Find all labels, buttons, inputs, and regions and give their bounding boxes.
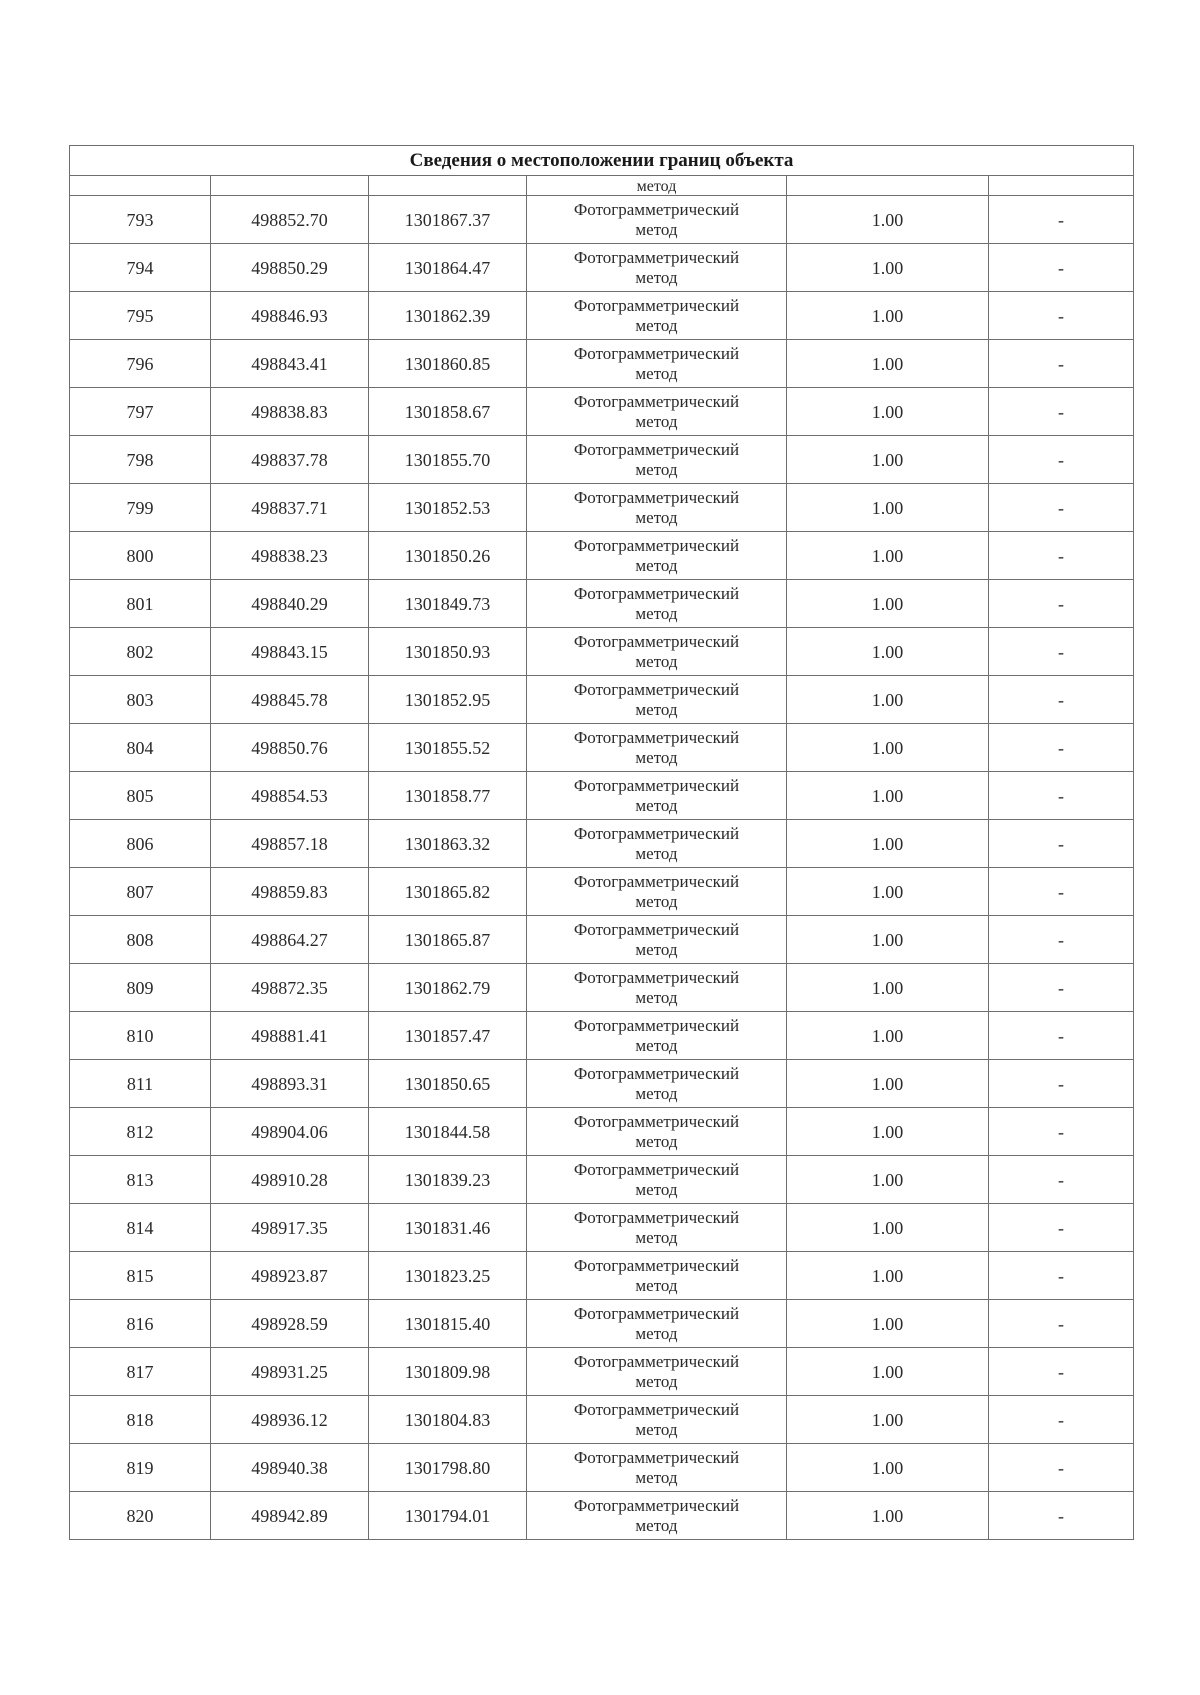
accuracy-cell: 1.00 [787, 1396, 989, 1444]
table-row [70, 1060, 1134, 1108]
table-body [70, 146, 1134, 1540]
method-cell [527, 916, 787, 964]
x-coordinate-cell: 498931.25 [211, 1348, 369, 1396]
x-coordinate-cell: 498940.38 [211, 1444, 369, 1492]
table-row [70, 724, 1134, 772]
point-number-cell: 809 [70, 964, 211, 1012]
table-row [70, 436, 1134, 484]
method-line-1: Фотограмметрический [573, 1159, 740, 1179]
method-line-1: Фотограмметрический [573, 679, 740, 699]
method-line-2: метод [635, 363, 678, 383]
table-row [70, 340, 1134, 388]
table-row [70, 580, 1134, 628]
method-line-1: Фотограмметрический [573, 1303, 740, 1323]
y-coordinate-cell: 1301798.80 [369, 1444, 527, 1492]
note-cell: - [989, 1252, 1134, 1300]
point-number-cell: 799 [70, 484, 211, 532]
method-line-2: метод [635, 507, 678, 527]
x-coordinate-cell: 498837.78 [211, 436, 369, 484]
point-number-cell: 797 [70, 388, 211, 436]
accuracy-cell: 1.00 [787, 196, 989, 244]
accuracy-cell: 1.00 [787, 724, 989, 772]
table-row [70, 820, 1134, 868]
accuracy-cell: 1.00 [787, 580, 989, 628]
note-cell: - [989, 1204, 1134, 1252]
note-cell: - [989, 1156, 1134, 1204]
x-coordinate-cell: 498837.71 [211, 484, 369, 532]
table-row [70, 916, 1134, 964]
point-number-cell: 795 [70, 292, 211, 340]
method-cell [527, 1300, 787, 1348]
method-line-1: Фотограмметрический [573, 487, 740, 507]
method-line-1: Фотограмметрический [573, 583, 740, 603]
note-cell: - [989, 724, 1134, 772]
y-coordinate-cell: 1301858.67 [369, 388, 527, 436]
table-row [70, 1012, 1134, 1060]
boundary-coordinates-table [69, 145, 1134, 1540]
method-cell [527, 196, 787, 244]
method-cell [527, 820, 787, 868]
method-line-1: Фотограмметрический [573, 1495, 740, 1515]
x-coordinate-cell: 498843.41 [211, 340, 369, 388]
point-number-cell: 798 [70, 436, 211, 484]
y-coordinate-cell: 1301855.52 [369, 724, 527, 772]
y-coordinate-cell: 1301867.37 [369, 196, 527, 244]
method-line-2: метод [635, 1515, 678, 1535]
y-coordinate-cell: 1301850.26 [369, 532, 527, 580]
method-line-1: Фотограмметрический [573, 1255, 740, 1275]
table-row [70, 1492, 1134, 1540]
continuation-cell-accuracy [787, 176, 989, 196]
table-row [70, 1348, 1134, 1396]
point-number-cell: 802 [70, 628, 211, 676]
x-coordinate-cell: 498843.15 [211, 628, 369, 676]
accuracy-cell: 1.00 [787, 484, 989, 532]
method-line-2: метод [635, 1323, 678, 1343]
method-line-2: метод [635, 1419, 678, 1439]
accuracy-cell: 1.00 [787, 532, 989, 580]
method-line-1: Фотограмметрический [573, 631, 740, 651]
accuracy-cell: 1.00 [787, 964, 989, 1012]
x-coordinate-cell: 498846.93 [211, 292, 369, 340]
method-line-1: Фотограмметрический [573, 343, 740, 363]
note-cell: - [989, 1348, 1134, 1396]
method-line-2: метод [635, 651, 678, 671]
y-coordinate-cell: 1301839.23 [369, 1156, 527, 1204]
method-line-1: Фотограмметрический [573, 1351, 740, 1371]
method-line-2: метод [635, 1083, 678, 1103]
point-number-cell: 817 [70, 1348, 211, 1396]
method-line-2: метод [635, 1371, 678, 1391]
point-number-cell: 808 [70, 916, 211, 964]
y-coordinate-cell: 1301852.53 [369, 484, 527, 532]
method-line-1: Фотограмметрический [573, 535, 740, 555]
y-coordinate-cell: 1301857.47 [369, 1012, 527, 1060]
accuracy-cell: 1.00 [787, 772, 989, 820]
method-line-1: Фотограмметрический [573, 1063, 740, 1083]
note-cell: - [989, 676, 1134, 724]
note-cell: - [989, 484, 1134, 532]
y-coordinate-cell: 1301862.79 [369, 964, 527, 1012]
continuation-cell-x [211, 176, 369, 196]
x-coordinate-cell: 498854.53 [211, 772, 369, 820]
x-coordinate-cell: 498850.76 [211, 724, 369, 772]
point-number-cell: 815 [70, 1252, 211, 1300]
table-row [70, 1300, 1134, 1348]
x-coordinate-cell: 498928.59 [211, 1300, 369, 1348]
method-line-1: Фотограмметрический [573, 199, 740, 219]
y-coordinate-cell: 1301865.87 [369, 916, 527, 964]
y-coordinate-cell: 1301804.83 [369, 1396, 527, 1444]
method-cell [527, 340, 787, 388]
continuation-cell-y [369, 176, 527, 196]
accuracy-cell: 1.00 [787, 340, 989, 388]
method-cell [527, 628, 787, 676]
table-row [70, 1108, 1134, 1156]
method-line-1: Фотограмметрический [573, 1111, 740, 1131]
table-row [70, 1204, 1134, 1252]
method-line-1: Фотограмметрический [573, 1447, 740, 1467]
accuracy-cell: 1.00 [787, 1204, 989, 1252]
method-line-2: метод [635, 1275, 678, 1295]
accuracy-cell: 1.00 [787, 1492, 989, 1540]
method-line-1: Фотограмметрический [573, 439, 740, 459]
note-cell: - [989, 1012, 1134, 1060]
table-row [70, 1252, 1134, 1300]
method-cell [527, 292, 787, 340]
table-title-row [70, 146, 1134, 176]
method-line-2: метод [635, 891, 678, 911]
note-cell: - [989, 1108, 1134, 1156]
y-coordinate-cell: 1301852.95 [369, 676, 527, 724]
method-line-2: метод [635, 747, 678, 767]
note-cell: - [989, 772, 1134, 820]
point-number-cell: 796 [70, 340, 211, 388]
accuracy-cell: 1.00 [787, 292, 989, 340]
table-row [70, 1444, 1134, 1492]
method-cell [527, 1060, 787, 1108]
method-line-1: Фотограмметрический [573, 391, 740, 411]
accuracy-cell: 1.00 [787, 1300, 989, 1348]
point-number-cell: 816 [70, 1300, 211, 1348]
y-coordinate-cell: 1301858.77 [369, 772, 527, 820]
x-coordinate-cell: 498893.31 [211, 1060, 369, 1108]
method-cell [527, 868, 787, 916]
method-cell [527, 772, 787, 820]
table-row [70, 772, 1134, 820]
table-row [70, 292, 1134, 340]
method-cell [527, 676, 787, 724]
point-number-cell: 812 [70, 1108, 211, 1156]
point-number-cell: 793 [70, 196, 211, 244]
x-coordinate-cell: 498881.41 [211, 1012, 369, 1060]
table-row [70, 388, 1134, 436]
method-line-1: Фотограмметрический [573, 967, 740, 987]
continuation-cell-note [989, 176, 1134, 196]
point-number-cell: 806 [70, 820, 211, 868]
x-coordinate-cell: 498864.27 [211, 916, 369, 964]
y-coordinate-cell: 1301844.58 [369, 1108, 527, 1156]
method-line-2: метод [635, 699, 678, 719]
method-line-2: метод [635, 219, 678, 239]
table-row [70, 676, 1134, 724]
method-line-1: Фотограмметрический [573, 919, 740, 939]
accuracy-cell: 1.00 [787, 1348, 989, 1396]
note-cell: - [989, 916, 1134, 964]
method-line-1: Фотограмметрический [573, 727, 740, 747]
continuation-row [70, 176, 1134, 196]
method-line-2: метод [635, 315, 678, 335]
method-cell [527, 436, 787, 484]
method-cell [527, 964, 787, 1012]
method-line-1: Фотограмметрический [573, 775, 740, 795]
note-cell: - [989, 1396, 1134, 1444]
method-line-2: метод [635, 1227, 678, 1247]
method-line-2: метод [635, 459, 678, 479]
x-coordinate-cell: 498857.18 [211, 820, 369, 868]
method-cell [527, 244, 787, 292]
note-cell: - [989, 244, 1134, 292]
note-cell: - [989, 436, 1134, 484]
continuation-cell-number [70, 176, 211, 196]
point-number-cell: 805 [70, 772, 211, 820]
y-coordinate-cell: 1301831.46 [369, 1204, 527, 1252]
method-line-1: Фотограмметрический [573, 823, 740, 843]
accuracy-cell: 1.00 [787, 916, 989, 964]
table-row [70, 964, 1134, 1012]
x-coordinate-cell: 498838.83 [211, 388, 369, 436]
accuracy-cell: 1.00 [787, 1252, 989, 1300]
table-row [70, 532, 1134, 580]
method-cell [527, 580, 787, 628]
method-cell [527, 1012, 787, 1060]
y-coordinate-cell: 1301809.98 [369, 1348, 527, 1396]
point-number-cell: 794 [70, 244, 211, 292]
table-title: Сведения о местоположении границ объекта [70, 146, 1134, 176]
accuracy-cell: 1.00 [787, 436, 989, 484]
point-number-cell: 810 [70, 1012, 211, 1060]
accuracy-cell: 1.00 [787, 1444, 989, 1492]
point-number-cell: 814 [70, 1204, 211, 1252]
y-coordinate-cell: 1301863.32 [369, 820, 527, 868]
method-cell [527, 1108, 787, 1156]
method-line-2: метод [635, 603, 678, 623]
x-coordinate-cell: 498936.12 [211, 1396, 369, 1444]
method-line-2: метод [635, 939, 678, 959]
accuracy-cell: 1.00 [787, 820, 989, 868]
accuracy-cell: 1.00 [787, 1108, 989, 1156]
point-number-cell: 801 [70, 580, 211, 628]
x-coordinate-cell: 498845.78 [211, 676, 369, 724]
x-coordinate-cell: 498840.29 [211, 580, 369, 628]
method-cell [527, 1444, 787, 1492]
method-line-2: метод [635, 987, 678, 1007]
method-line-2: метод [635, 843, 678, 863]
method-line-2: метод [635, 795, 678, 815]
y-coordinate-cell: 1301849.73 [369, 580, 527, 628]
table-row [70, 196, 1134, 244]
method-line-2: метод [635, 1035, 678, 1055]
method-line-1: Фотограмметрический [573, 295, 740, 315]
table-row [70, 1156, 1134, 1204]
x-coordinate-cell: 498852.70 [211, 196, 369, 244]
accuracy-cell: 1.00 [787, 628, 989, 676]
note-cell: - [989, 1444, 1134, 1492]
point-number-cell: 811 [70, 1060, 211, 1108]
x-coordinate-cell: 498942.89 [211, 1492, 369, 1540]
note-cell: - [989, 868, 1134, 916]
y-coordinate-cell: 1301862.39 [369, 292, 527, 340]
note-cell: - [989, 1060, 1134, 1108]
method-line-2: метод [635, 1467, 678, 1487]
accuracy-cell: 1.00 [787, 388, 989, 436]
note-cell: - [989, 532, 1134, 580]
note-cell: - [989, 628, 1134, 676]
table-row [70, 628, 1134, 676]
method-cell [527, 1204, 787, 1252]
method-line-2: метод [635, 267, 678, 287]
accuracy-cell: 1.00 [787, 244, 989, 292]
y-coordinate-cell: 1301850.65 [369, 1060, 527, 1108]
method-cell [527, 1252, 787, 1300]
point-number-cell: 819 [70, 1444, 211, 1492]
method-cell [527, 484, 787, 532]
point-number-cell: 820 [70, 1492, 211, 1540]
table-row [70, 484, 1134, 532]
x-coordinate-cell: 498917.35 [211, 1204, 369, 1252]
y-coordinate-cell: 1301860.85 [369, 340, 527, 388]
method-line-1: Фотограмметрический [573, 871, 740, 891]
note-cell: - [989, 820, 1134, 868]
note-cell: - [989, 964, 1134, 1012]
continuation-cell-method: метод [527, 176, 787, 196]
x-coordinate-cell: 498872.35 [211, 964, 369, 1012]
accuracy-cell: 1.00 [787, 1012, 989, 1060]
point-number-cell: 813 [70, 1156, 211, 1204]
note-cell: - [989, 580, 1134, 628]
note-cell: - [989, 1300, 1134, 1348]
accuracy-cell: 1.00 [787, 1156, 989, 1204]
table-row [70, 244, 1134, 292]
table-row [70, 1396, 1134, 1444]
accuracy-cell: 1.00 [787, 868, 989, 916]
accuracy-cell: 1.00 [787, 676, 989, 724]
accuracy-cell: 1.00 [787, 1060, 989, 1108]
note-cell: - [989, 388, 1134, 436]
y-coordinate-cell: 1301855.70 [369, 436, 527, 484]
method-cell [527, 724, 787, 772]
table-row [70, 868, 1134, 916]
x-coordinate-cell: 498859.83 [211, 868, 369, 916]
point-number-cell: 800 [70, 532, 211, 580]
method-line-2: метод [635, 1179, 678, 1199]
y-coordinate-cell: 1301864.47 [369, 244, 527, 292]
method-cell [527, 1396, 787, 1444]
method-cell [527, 1156, 787, 1204]
note-cell: - [989, 196, 1134, 244]
point-number-cell: 818 [70, 1396, 211, 1444]
x-coordinate-cell: 498850.29 [211, 244, 369, 292]
method-line-2: метод [635, 411, 678, 431]
method-cell [527, 388, 787, 436]
method-cell [527, 1348, 787, 1396]
method-line-1: Фотограмметрический [573, 247, 740, 267]
note-cell: - [989, 340, 1134, 388]
y-coordinate-cell: 1301850.93 [369, 628, 527, 676]
note-cell: - [989, 1492, 1134, 1540]
x-coordinate-cell: 498904.06 [211, 1108, 369, 1156]
y-coordinate-cell: 1301815.40 [369, 1300, 527, 1348]
point-number-cell: 804 [70, 724, 211, 772]
y-coordinate-cell: 1301865.82 [369, 868, 527, 916]
y-coordinate-cell: 1301823.25 [369, 1252, 527, 1300]
x-coordinate-cell: 498923.87 [211, 1252, 369, 1300]
method-line-2: метод [635, 1131, 678, 1151]
point-number-cell: 807 [70, 868, 211, 916]
point-number-cell: 803 [70, 676, 211, 724]
method-cell [527, 1492, 787, 1540]
method-cell [527, 532, 787, 580]
y-coordinate-cell: 1301794.01 [369, 1492, 527, 1540]
method-line-2: метод [635, 555, 678, 575]
x-coordinate-cell: 498910.28 [211, 1156, 369, 1204]
note-cell: - [989, 292, 1134, 340]
method-line-1: Фотограмметрический [573, 1399, 740, 1419]
method-line-1: Фотограмметрический [573, 1207, 740, 1227]
x-coordinate-cell: 498838.23 [211, 532, 369, 580]
method-line-1: Фотограмметрический [573, 1015, 740, 1035]
